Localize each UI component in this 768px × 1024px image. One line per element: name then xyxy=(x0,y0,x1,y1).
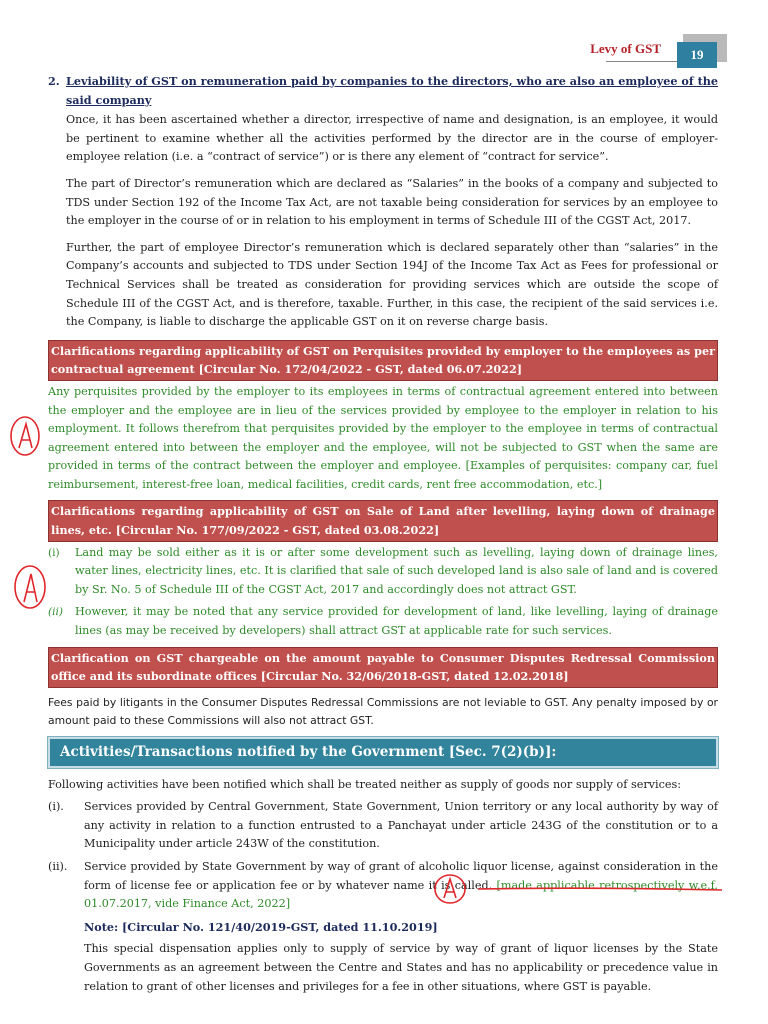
list-text: Services provided by Central Government, State Government, Union territory or any local authority by way of any activity in relation to a function entrusted to a Panchayat under article 243G of the constitution or to a Municipality under article 243W of the constitution. xyxy=(84,800,718,851)
section-banner: Activities/Transactions notified by the Government [Sec. 7(2)(b)]: xyxy=(48,737,718,768)
list-text: However, it may be noted that any service provided for development of land, like levelling, laying of drainage lines (as may be received by developers) shall attract GST at applicable rate for such services. xyxy=(75,605,718,638)
list-marker: (ii). xyxy=(48,859,68,873)
handwritten-a-mark-2 xyxy=(10,562,50,612)
clarification-text-consumer-commission: Fees paid by litigants in the Consumer Disputes Redressal Commissions are not leviable to GST. Any penalty imposed by or amount paid to these Commissions will also not attract GST. xyxy=(48,695,718,728)
section-number: 2. xyxy=(48,74,60,88)
note-heading: Note: [Circular No. 121/40/2019-GST, dated 11.10.2019] xyxy=(84,919,438,934)
clarification-heading-perquisites: Clarifications regarding applicability of GST on Perquisites provided by employer to the employees as per contractual agreement [Circular No. 172/04/2022 - GST, dated 06.07.2022] xyxy=(48,340,718,381)
page-content xyxy=(48,72,718,1007)
header-rule xyxy=(606,61,678,62)
clarification-heading-consumer-commission: Clarification on GST chargeable on the amount payable to Consumer Disputes Redressal Commission office and its subordinate offices [Circular No. 32/06/2018-GST, dated 12.02.2018] xyxy=(48,647,718,688)
list-marker: (i). xyxy=(48,800,64,814)
handwritten-underline xyxy=(476,885,726,893)
list-item xyxy=(48,544,718,600)
section-title: Leviability of GST on remuneration paid by companies to the directors, who are also an employee of the said company xyxy=(66,74,718,107)
note-text: This special dispensation applies only to supply of service by way of grant of liquor licenses by the State Governments as an agreement between the Centre and States and has no applicability or precedence value in relation to grant of other licenses and privileges for a fee in other situations, where GST is payable. xyxy=(84,942,718,993)
paragraph: Further, the part of employee Director’s remuneration which is declared separately other than “salaries” in the Company’s accounts and subjected to TDS under Section 194J of the Income Tax Act as Fees for professional or Technical Services shall be treated as consideration for providing services which are outside the scope of Schedule III of the CGST Act, and is therefore, taxable. Further, in this case, the recipient of the said services i.e. the Company, is liable to discharge the applicable GST on it on reverse charge basis. xyxy=(66,240,718,329)
paragraph: The part of Director’s remuneration which are declared as “Salaries” in the books of a company and subjected to TDS under Section 192 of the Income Tax Act, are not taxable being consideration for services by an employee to the employer in the course of or in relation to his employment in terms of Schedule III of the CGST Act, 2017. xyxy=(66,176,718,228)
page-number: 19 xyxy=(677,42,717,68)
handwritten-a-mark-3 xyxy=(432,872,468,906)
list-marker: (i) xyxy=(48,546,60,559)
list-text: Service provided by State Government by way of grant of alcoholic liquor license, against consideration in the form of license fee or application fee or by whatever name it is called. xyxy=(84,859,718,892)
list-text: Land may be sold either as it is or after some development such as levelling, laying down of drainage lines, water lines, electricity lines, etc. It is clarified that sale of such developed land is also sale of land and is covered by Sr. No. 5 of Schedule III of the CGST Act, 2017 and accordingly does not attract GST. xyxy=(75,545,718,596)
list-item xyxy=(48,603,718,640)
clarification-text-perquisites: Any perquisites provided by the employer to its employees in terms of contractual agreement entered into between the employer and the employee are in lieu of the services provided by employee to the employer in relation to his employment. It follows therefrom that perquisites provided by the employer to the employee in terms of contractual agreement entered into between the employer and the employee, will not be subjected to GST when the same are provided in terms of the contract between the employer and employee. [Examples of perquisites: company car, fuel reimbursement, interest-free loan, medical facilities, credit cards, rent free accommodation, etc.] xyxy=(48,384,718,491)
paragraph: Once, it has been ascertained whether a director, irrespective of name and designation, is an employee, it would be pertinent to examine whether all the activities performed by the director are in the course of employer-employee relation (i.e. a “contract of service”) or is there any element of “contract for service”. xyxy=(66,113,718,164)
retrospective-note: [made applicable retrospectively w.e.f. 01.07.2017, vide Finance Act, 2022] xyxy=(84,878,718,911)
page-header-title: Levy of GST xyxy=(590,41,661,56)
handwritten-a-mark-1 xyxy=(6,412,46,458)
list-marker: (ii) xyxy=(48,606,63,619)
section-heading xyxy=(48,72,718,109)
notified-intro: Following activities have been notified which shall be treated neither as supply of goods nor supply of services: xyxy=(48,777,681,791)
clarification-heading-land: Clarifications regarding applicability of GST on Sale of Land after levelling, laying down of drainage lines, etc. [Circular No. 177/09/2022 - GST, dated 03.08.2022] xyxy=(48,500,718,541)
list-item xyxy=(48,798,718,854)
